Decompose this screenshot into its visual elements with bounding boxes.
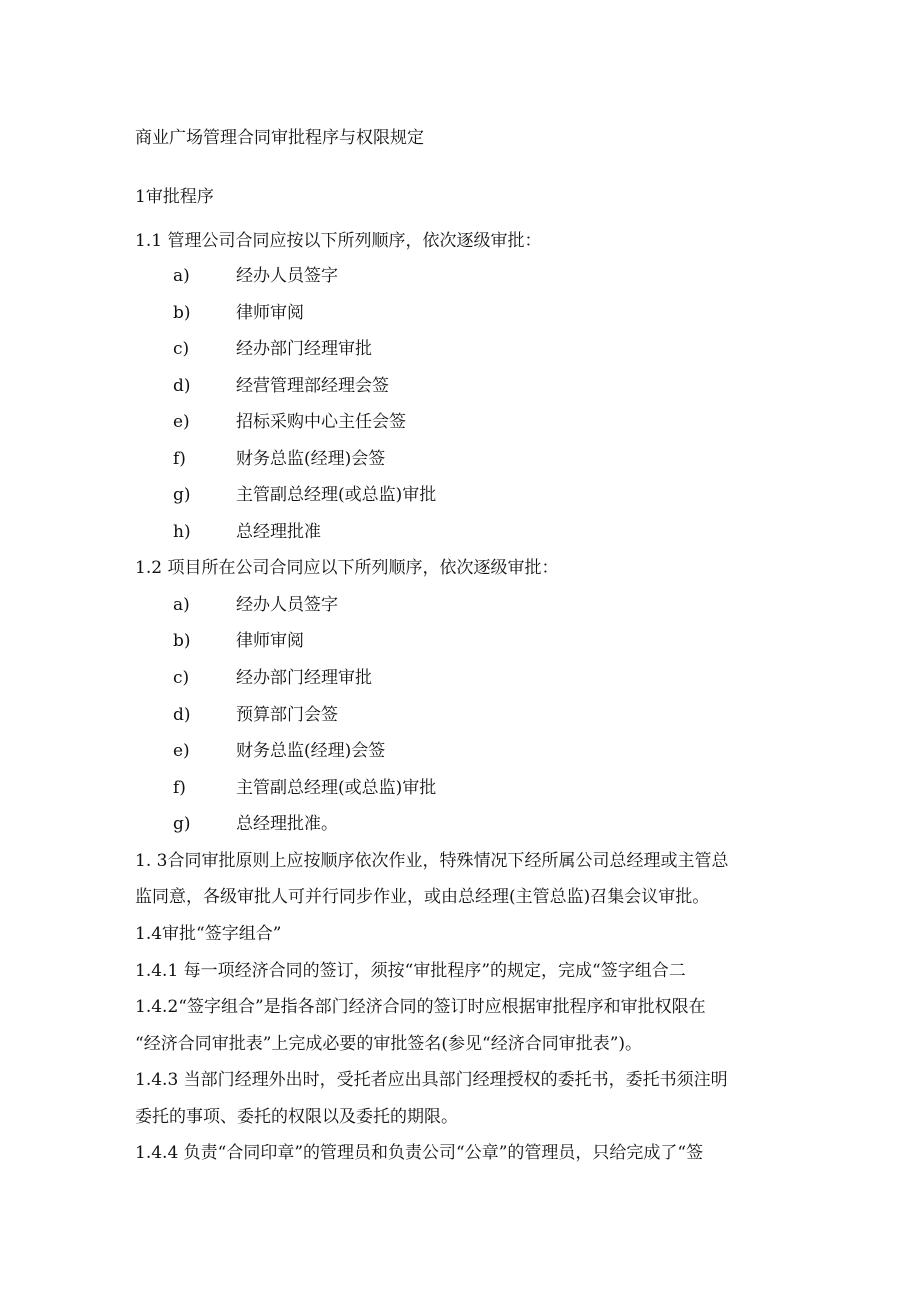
paragraph-1-4-1: 1.4.1 每一项经济合同的签订，须按“审批程序”的规定，完成“签字组合二 (135, 961, 686, 981)
list-item-text: 律师审阅 (236, 303, 304, 323)
subsection-1-1-heading: 1.1 管理公司合同应按以下所列顺序，依次逐级审批： (135, 231, 542, 251)
list-item-text: 预算部门会签 (236, 705, 338, 725)
list-item-marker: d) (173, 705, 191, 725)
paragraph-1-4-2-line-1: 1.4.2“签字组合”是指各部门经济合同的签订时应根据审批程序和审批权限在 (135, 997, 706, 1017)
paragraph-1-4-4: 1.4.4 负责“合同印章”的管理员和负责公司“公章”的管理员，只给完成了“签 (135, 1143, 704, 1163)
list-item-text: 主管副总经理(或总监)审批 (236, 778, 437, 798)
list-item-text: 律师审阅 (236, 631, 304, 651)
list-item-marker: c) (173, 339, 190, 359)
list-item-text: 财务总监(经理)会签 (236, 449, 386, 469)
paragraph-1-3-line-2: 监同意，各级审批人可并行同步作业，或由总经理(主管总监)召集会议审批。 (135, 887, 710, 907)
list-item-marker: h) (173, 522, 191, 542)
list-item-marker: b) (173, 631, 191, 651)
list-item-text: 财务总监(经理)会签 (236, 741, 386, 761)
list-item-text: 主管副总经理(或总监)审批 (236, 485, 437, 505)
paragraph-1-4-3-line-2: 委托的事项、委托的权限以及委托的期限。 (135, 1107, 458, 1127)
subsection-1-2-heading: 1.2 项目所在公司合同应以下所列顺序，依次逐级审批： (135, 558, 559, 578)
list-item-marker: f) (173, 449, 186, 469)
list-item-marker: g) (173, 814, 191, 834)
document-title: 商业广场管理合同审批程序与权限规定 (135, 128, 424, 148)
list-item-marker: c) (173, 668, 190, 688)
list-item-text: 总经理批准。 (236, 814, 338, 834)
paragraph-1-4-2-line-2: “经济合同审批表”上完成必要的审批签名(参见“经济合同审批表”)。 (135, 1034, 643, 1054)
list-item-marker: f) (173, 778, 186, 798)
list-item-marker: e) (173, 412, 190, 432)
paragraph-1-3-line-1: 1. 3合同审批原则上应按顺序依次作业，特殊情况下经所属公司总经理或主管总 (135, 851, 729, 871)
list-item-marker: e) (173, 741, 190, 761)
list-item-marker: a) (173, 266, 190, 286)
list-item-marker: g) (173, 485, 191, 505)
list-item-marker: d) (173, 376, 191, 396)
list-item-text: 经办部门经理审批 (236, 668, 372, 688)
list-item-text: 经营管理部经理会签 (236, 376, 389, 396)
list-item-marker: a) (173, 595, 190, 615)
list-item-text: 经办部门经理审批 (236, 339, 372, 359)
list-item-text: 招标采购中心主任会签 (236, 412, 406, 432)
list-item-text: 总经理批准 (236, 522, 321, 542)
section-heading: 1审批程序 (135, 187, 214, 207)
list-item-text: 经办人员签字 (236, 595, 338, 615)
paragraph-1-4-3-line-1: 1.4.3 当部门经理外出时，受托者应出具部门经理授权的委托书，委托书须注明 (135, 1070, 728, 1090)
subsection-1-4-heading: 1.4审批“签字组合” (135, 924, 282, 944)
list-item-text: 经办人员签字 (236, 266, 338, 286)
list-item-marker: b) (173, 303, 191, 323)
